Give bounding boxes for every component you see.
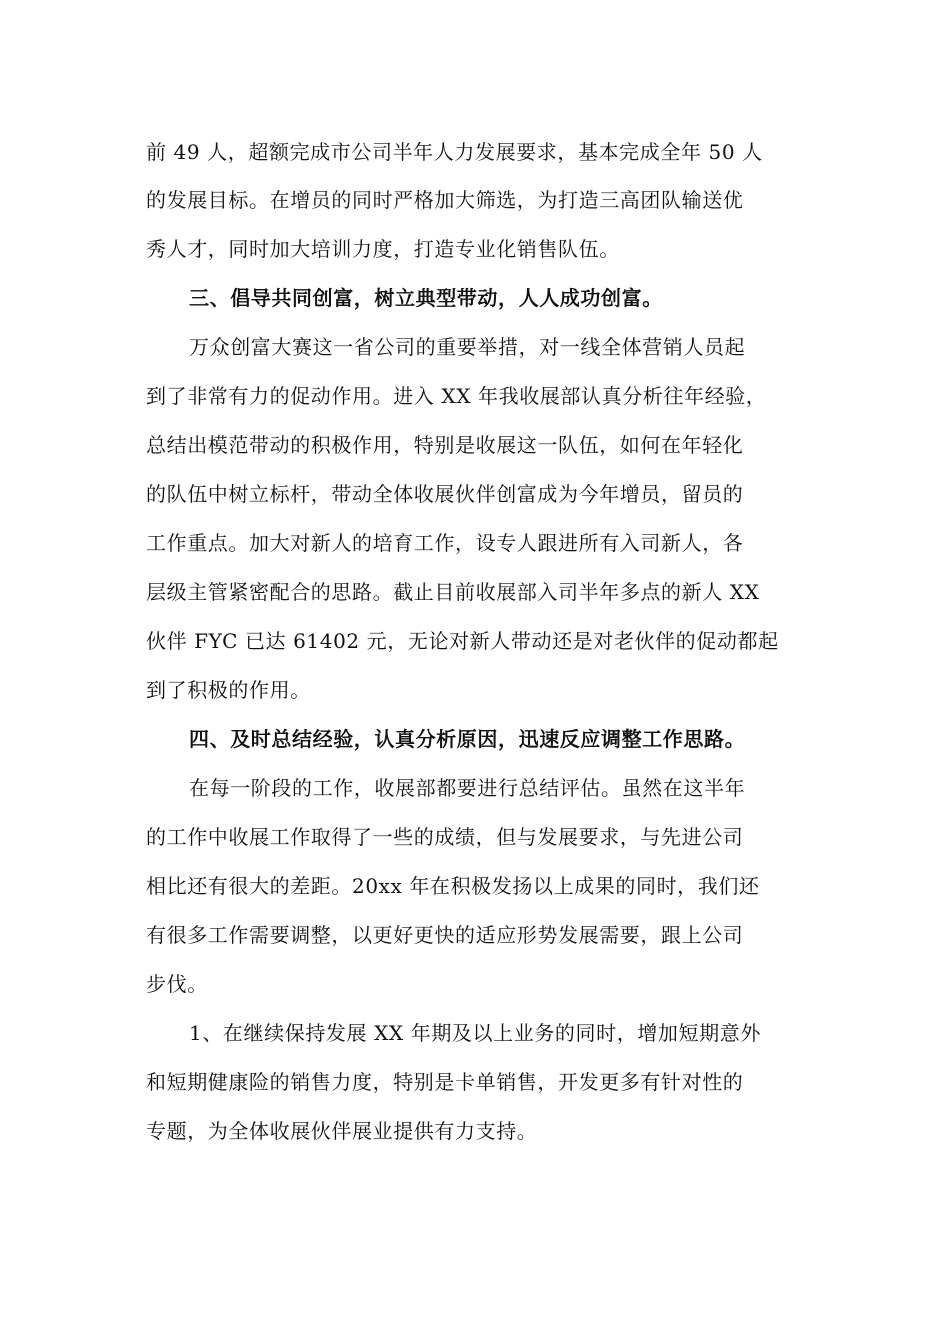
paragraph-line: 和短期健康险的销售力度，特别是卡单销售，开发更多有针对性的 <box>146 1070 744 1094</box>
paragraph-line: 万众创富大赛这一省公司的重要举措，对一线全体营销人员起 <box>189 335 746 359</box>
paragraph-line: 在每一阶段的工作，收展部都要进行总结评估。虽然在这半年 <box>189 776 746 800</box>
section-heading: 三、倡导共同创富，树立典型带动，人人成功创富。 <box>189 286 663 310</box>
paragraph-line: 总结出模范带动的积极作用，特别是收展这一队伍，如何在年轻化 <box>146 433 744 457</box>
paragraph-line: 工作重点。加大对新人的培育工作，设专人跟进所有入司新人，各 <box>146 531 744 555</box>
paragraph-line: 的发展目标。在增员的同时严格加大筛选，为打造三高团队输送优 <box>146 188 744 212</box>
paragraph-line: 专题，为全体收展伙伴展业提供有力支持。 <box>146 1119 538 1143</box>
paragraph-line: 相比还有很大的差距。20xx 年在积极发扬以上成果的同时，我们还 <box>146 874 760 898</box>
paragraph-line: 到了非常有力的促动作用。进入 XX 年我收展部认真分析往年经验， <box>146 384 767 408</box>
paragraph-line: 1、在继续保持发展 XX 年期及以上业务的同时，增加短期意外 <box>189 1021 761 1045</box>
paragraph-line: 的工作中收展工作取得了一些的成绩，但与发展要求，与先进公司 <box>146 825 744 849</box>
paragraph-line: 步伐。 <box>146 972 208 996</box>
paragraph-line: 的队伍中树立标杆，带动全体收展伙伴创富成为今年增员，留员的 <box>146 482 744 506</box>
paragraph-line: 前 49 人，超额完成市公司半年人力发展要求，基本完成全年 50 人 <box>146 140 763 164</box>
paragraph-line: 有很多工作需要调整，以更好更快的适应形势发展需要，跟上公司 <box>146 923 744 947</box>
section-heading: 四、及时总结经验，认真分析原因，迅速反应调整工作思路。 <box>189 727 746 751</box>
paragraph-line: 伙伴 FYC 已达 61402 元，无论对新人带动还是对老伙伴的促动都起 <box>146 629 779 653</box>
paragraph-line: 秀人才，同时加大培训力度，打造专业化销售队伍。 <box>146 237 620 261</box>
paragraph-line: 到了积极的作用。 <box>146 678 311 702</box>
paragraph-line: 层级主管紧密配合的思路。截止目前收展部入司半年多点的新人 XX <box>146 580 760 604</box>
